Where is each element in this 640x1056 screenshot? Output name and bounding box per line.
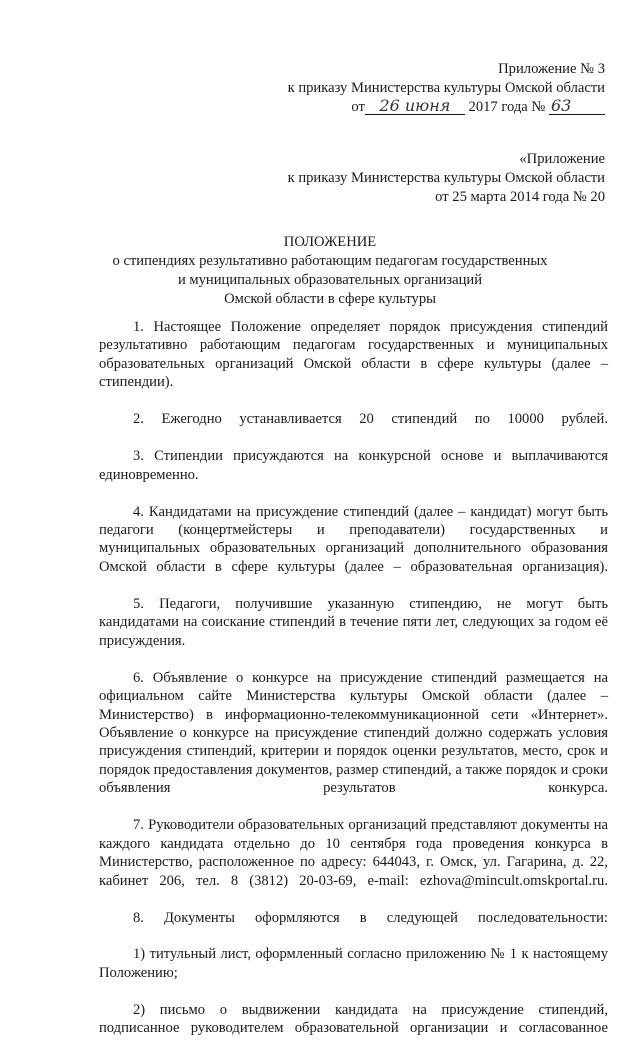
paragraph-2: 2. Ежегодно устанавливается 20 стипендий по 10000 рублей. (133, 411, 608, 428)
paragraph-6: 6. Объявление о конкурсе на присуждение стипендий размещается на официальном сайте Министерства культуры Омской области (далее – Министерство) в информационно-телекоммуникационной сети «Интернет». Объявление о конкурсе на присуждение стипендий должно содержать условия присуждения стипендий, критерии и порядок оценки результатов, место, срок и порядок предоставления документов, размер стипендий, а также порядок и сроки объявления результатов конкурса. (99, 669, 608, 797)
title-line-2: о стипендиях результативно работающим педагогам государственных (112, 253, 548, 269)
appendix-number: Приложение № 3 (498, 61, 605, 77)
year-text: 2017 года № (468, 99, 546, 115)
date-prefix: от (351, 99, 365, 115)
paragraph-3: 3. Стипендии присуждаются на конкурсной основе и выплачиваются единовременно. (99, 448, 608, 483)
title-line-3: и муниципальных образовательных организаций (177, 272, 483, 288)
title-line-4: Омской области в сфере культуры (224, 291, 436, 307)
title-main: ПОЛОЖЕНИЕ (283, 234, 377, 250)
paragraph-7: 7. Руководители образовательных организаций представляют документы на каждого кандидата отдельно до 10 сентября года проведения конкурса в Министерство, расположенное по адресу: 644043, г. Омск, ул. Гагарина, д. 22, кабинет 206, тел. 8 (3812) 20-03-69, e-mail: ezhova@mincult.omskportal.ru. (99, 817, 608, 889)
original-appendix-date: от 25 марта 2014 года № 20 (435, 189, 605, 205)
paragraph-1: 1. Настоящее Положение определяет порядок присуждения стипендий результативно работающим педагогам государственных и муниципальных образовательных организаций Омской области в сфере культуры (далее – стипендии). (99, 319, 608, 391)
handwritten-number: 63 (549, 98, 605, 115)
original-appendix-order-ref: к приказу Министерства культуры Омской области (287, 170, 605, 186)
paragraph-8-item-2: 2) письмо о выдвижении кандидата на присуждение стипендий, подписанное руководителем образовательной организации и согласованное (99, 1001, 608, 1037)
appendix-order-ref: к приказу Министерства культуры Омской области (287, 80, 605, 96)
document-title (60, 233, 600, 309)
paragraph-8: 8. Документы оформляются в следующей последовательности: (133, 909, 608, 926)
appendix-header (288, 60, 605, 117)
paragraph-4: 4. Кандидатами на присуждение стипендий (далее – кандидат) могут быть педагоги (концертмейстеры и преподаватели) государственных и муниципальных образовательных организаций дополнительного образования Омской области в сфере культуры (далее – образовательная организация). (99, 503, 608, 575)
paragraph-5: 5. Педагоги, получившие указанную стипендию, не могут быть кандидатами на соискание стипендий в течение пяти лет, следующих за годом её присуждения. (99, 595, 608, 649)
original-appendix-title: «Приложение (519, 151, 605, 167)
original-appendix-header (288, 150, 605, 207)
appendix-date-line (288, 98, 605, 117)
document-body (99, 318, 608, 1056)
paragraph-8-item-1: 1) титульный лист, оформленный согласно приложению № 1 к настоящему Положению; (99, 946, 608, 981)
handwritten-date: 26 июня (365, 98, 465, 115)
